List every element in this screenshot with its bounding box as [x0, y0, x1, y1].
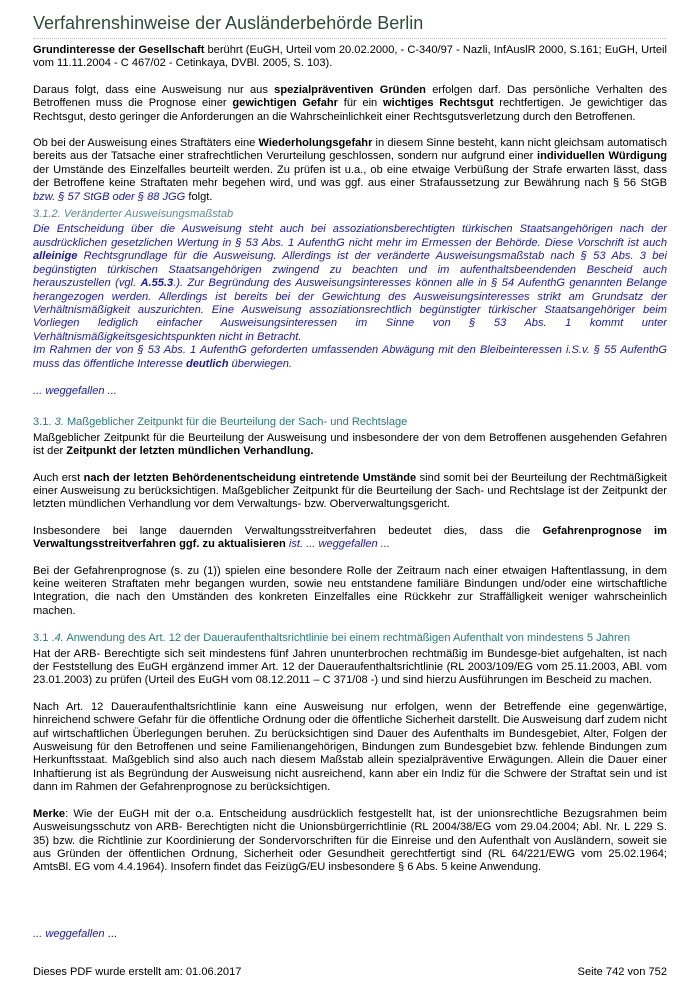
heading-number: 3.1 .: [33, 632, 55, 645]
text: Rechtsgrundlage für die Ausweisung. Allerdings ist der veränderte Ausweisungsmaßstab nach § 53 Abs. 3 bei begünstigten türkischen Staatsangehörigen zwingend zu beachten und im aufenthaltsbeendenden Bescheid auch herauszustellen (vgl.: [33, 250, 667, 290]
text: in diesem Sinne besteht, kann nicht gleichsam automatisch bereits aus der Tatsache einer strafrechtlichen Verurteilung geschlossen, sondern nur aufgrund einer: [33, 137, 667, 163]
text: Maßgeblicher Zeitpunkt für die Beurteilung der Ausweisung und insbesondere der von dem Betroffenen ausgehenden Gefahren ist der: [33, 431, 667, 458]
bold-term: Merke: [33, 807, 66, 820]
bold-term: deutlich: [185, 357, 229, 370]
paragraph-wiederholungsgefahr: [33, 137, 667, 204]
heading-text: Anwendung des Art. 12 der Daueraufenthaltsrichtlinie bei einem rechtmäßigen Aufenthalt von mindestens 5 Jahren: [63, 632, 630, 645]
removed-text: ... weggefallen: [33, 928, 105, 940]
paragraph-grundinteresse: [33, 44, 667, 71]
bold-term: Gefahrenprognose im Verwaltungsstreitverfahren ggf. zu aktualisieren: [33, 524, 667, 551]
bold-term: nach der letzten Behördenentscheidung eintretende Umstände: [83, 471, 417, 484]
bold-term: wichtiges Rechtsgut: [382, 97, 494, 110]
paragraph-arb-berechtigte: Hat der ARB- Berechtigte sich seit mindestens fünf Jahren ununterbrochen rechtmäßig im Bundesge-biet aufgehalten, ist nach der Feststellung des EuGH ergänzend immer Art. 12 der Daueraufenthaltsrichtlinie (RL 2003/109/EG vom 25.11.2003, ABl. vom 23.01.2003) zu prüfen (Urteil des EuGH vom 08.12.2011 – C 371/08 -) und sind hierzu Ausführungen im Bescheid zu machen.: [33, 647, 667, 687]
heading-number-amended: 4.: [54, 632, 64, 645]
page-title: Verfahrenshinweise der Ausländerbehörde Berlin: [33, 12, 667, 39]
section-heading-3-1-4: [33, 632, 667, 645]
bold-term: Grundinteresse der Gesellschaft: [33, 44, 205, 56]
text: erfolgen darf. Das persönliche Verhalten des Betroffenen muss die Prognose einer: [33, 83, 668, 110]
heading-number: 3.1.: [33, 416, 55, 429]
bold-term: Wiederholungsgefahr: [258, 137, 373, 150]
text: rechtfertigen. Je gewichtiger das Rechtsgut, desto geringer die Anforderungen an die Wahrscheinlichkeit einer Rechtsgutsverletzung durch den Betroffenen.: [33, 97, 667, 123]
paragraph-verwaltungsstreit: [33, 525, 667, 552]
paragraph-spezialpraevention: [33, 84, 667, 124]
paragraph-abwaegung: [33, 344, 667, 371]
bold-term: spezialpräventiven Gründen: [274, 83, 426, 96]
text: Im Rahmen der von § 53 Abs. 1 AufenthG geforderten umfassenden Abwägung mit den Bleibeinteressen i.S.v. § 55 AufenthG muss das öffentliche Interesse: [33, 344, 667, 370]
amendment-text: ist. ... weggefallen ...: [285, 538, 390, 551]
paragraph-art12: Nach Art. 12 Daueraufenthaltsrichtlinie kann eine Ausweisung nur erfolgen, wenn der Betreffende eine gegenwärtige, hinreichend schwere Gefahr für die öffentliche Ordnung oder die öffentliche Sicherheit darstellt. Die Ausweisung darf zudem nicht auf wirtschaftlichen Überlegungen beruhen. Zu berücksichtigen sind Dauer des Aufenthalts im Bundesgebiet, Alter, Folgen der Ausweisung für den Betroffenen und seine Familienangehörigen, Bindungen zum Bundesgebiet bzw. fehlende Bindungen zum Herkunftsstaat. Maßgeblich sind also auch nach diesem Maßstab allein spezialpräventive Erwägungen. Allein die Dauer einer Inhaftierung ist als Begründung der Ausweisung nicht ausreichend, kann aber ein Indiz für die Schwere der Straftat sein und ist dann im Rahmen der Gefahrenprognose zu berücksichtigen.: [33, 700, 667, 794]
text: Insbesondere bei lange dauernden Verwaltungsstreitverfahren bedeutet dies, dass die: [33, 524, 543, 537]
text: .). Zur Begründung des Ausweisungsinteresses können alle in § 54 AufenthG genannten Belange herangezogen werden. Allerdings ist bereits bei der Gewichtung des Ausweisungsinteresses strikt am Grundsatz der Verhältnismäßigkeit auszurichten. Eine Ausweisung assoziationsrechtlich begünstigter türkischer Staatsangehöriger beim Vorliegen lediglich einfacher Ausweisungsinteressen im Sinne von § 53 Abs. 1 kommt unter Verhältnismäßigkeitsgesichtspunkten nicht in Betracht.: [33, 277, 668, 343]
page-number: Seite 742 von 752: [577, 966, 667, 978]
created-date: Dieses PDF wurde erstellt am: 01.06.2017: [33, 966, 242, 978]
paragraph-merke: [33, 808, 667, 875]
document-body: [33, 44, 667, 875]
text: sind somit bei der Beurteilung der Rechtmäßigkeit einer Ausweisung zu berücksichtigen. Maßgeblicher Zeitpunkt für die Beurteilung der Sach- und Rechtslage ist der Zeitpunkt der letzten mündlichen Verhandlung vor dem Verwaltungs- bzw. Oberverwaltungsgericht.: [33, 471, 667, 511]
removed-note-2: [33, 928, 117, 941]
cross-reference-link[interactable]: A.55.3: [140, 277, 174, 290]
amendment-text: bzw. § 57 StGB oder § 88 JGG: [33, 190, 186, 203]
bold-term: Zeitpunkt der letzten mündlichen Verhandlung.: [66, 445, 314, 458]
section-heading-3-1-3: [33, 416, 667, 429]
bold-term: individuellen Würdigung: [536, 150, 667, 163]
text: Daraus folgt, dass eine Ausweisung nur aus: [33, 83, 275, 96]
text: : Wie der EuGH mit der o.a. Entscheidung ausdrücklich festgestellt hat, ist der unionsrechtliche Bezugsrahmen beim Ausweisungsschutz von ARB- Berechtigten nicht die Unionsbürgerrichtlinie (RL 2004/38/EG vom 29.04.2004; Abl. Nr. L 229 S. 35) bzw. die Richtlinie zur Koordinierung der Sondervorschriften für die Einreise und den Aufenthalt von Ausländern, soweit sie aus Gründen der öffentlichen Ordnung, Sicherheit oder Gesundheit gerechtfertigt sind (RL 64/221/EWG vom 25.02.1964; AmtsBl. EG vom 4.4.1964). Insofern findet das FeizügG/EU insbesondere § 6 Abs. 5 keine Anwendung.: [33, 807, 667, 874]
text: überwiegen.: [228, 357, 292, 370]
text: für ein: [337, 97, 383, 110]
text: der Umstände des Einzelfalles beurteilt werden. Zu prüfen ist u.a., ob eine etwaige Verbüßung der Strafe erwarten lässt, dass der Betroffene keine Straftaten mehr begehen wird, und was ggf. aus einer Strafaussetzung zur Bewährung nach § 56 StGB: [33, 163, 667, 190]
text: folgt.: [185, 190, 213, 203]
text: ...: [104, 928, 117, 940]
page-footer: [33, 966, 667, 979]
paragraph-umstaende: [33, 472, 667, 512]
bold-term: gewichtigen Gefahr: [232, 97, 338, 110]
paragraph-gefahrenprognose: Bei der Gefahrenprognose (s. zu (1)) spielen eine besondere Rolle der Zeitraum nach einer etwaigen Haftentlassung, in dem keine weiteren Straftaten mehr begangen wurden, sowie neu entstandene familiäre Bindungen und/oder eine wirtschaftliche Integration, die nach den Umständen des konkreten Einzelfalles eine Rückkehr zur Straffälligkeit weniger wahrscheinlich machen.: [33, 564, 667, 617]
text: Auch erst: [33, 471, 84, 484]
heading-text: Maßgeblicher Zeitpunkt für die Beurteilung der Sach- und Rechtslage: [63, 416, 408, 429]
text: berührt (EuGH, Urteil vom 20.02.2000, - C-340/97 - Nazli, InfAuslR 2000, S.161; EuGH, Urteil vom 11.11.2004 - C 467/02 - Cetinkaya, DVBl. 2005, S. 103).: [33, 44, 667, 70]
text: Die Entscheidung über die Ausweisung steht auch bei assoziationsberechtigten türkischen Staatsangehörigen nach der ausdrücklichen gesetzlichen Wertung in § 53 Abs. 1 AufenthG nicht mehr im Ermessen der Behörde. Diese Vorschrift ist auch: [33, 223, 667, 249]
removed-note: ... weggefallen ...: [33, 384, 117, 397]
bold-term: alleinige: [33, 250, 78, 263]
heading-number-amended: 3.: [54, 416, 64, 429]
paragraph-ausweisungsmassstab: [33, 223, 667, 344]
paragraph-zeitpunkt: [33, 432, 667, 459]
section-heading-3-1-2: 3.1.2. Veränderter Ausweisungsmaßstab: [33, 208, 234, 221]
text: Ob bei der Ausweisung eines Straftäters eine: [33, 137, 259, 150]
